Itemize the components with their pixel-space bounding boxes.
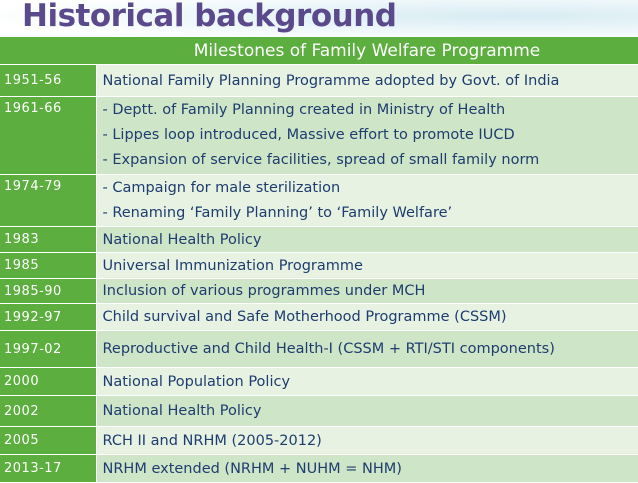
table-row <box>0 396 638 427</box>
slide-title: Historical background <box>22 0 396 34</box>
table-row <box>0 427 638 455</box>
milestone-cell: National Family Planning Programme adopted by Govt. of India <box>96 65 638 97</box>
year-cell: 1992-97 <box>0 304 96 331</box>
year-cell: 2005 <box>0 427 96 455</box>
milestone-cell: RCH II and NRHM (2005-2012) <box>96 427 638 455</box>
table-row <box>0 227 638 253</box>
milestone-cell: Child survival and Safe Motherhood Programme (CSSM) <box>96 304 638 331</box>
table-row <box>0 175 638 227</box>
year-cell: 1997-02 <box>0 331 96 368</box>
table-row <box>0 65 638 97</box>
table-row <box>0 455 638 483</box>
milestone-cell <box>96 97 638 175</box>
milestone-cell: NRHM extended (NRHM + NUHM = NHM) <box>96 455 638 483</box>
table-row <box>0 304 638 331</box>
year-cell: 1974-79 <box>0 175 96 227</box>
table-row <box>0 279 638 304</box>
milestone-cell: Reproductive and Child Health-I (CSSM + RTI/STI components) <box>96 331 638 368</box>
milestone-line: - Expansion of service facilities, spread of small family norm <box>103 148 638 173</box>
milestone-line: - Lippes loop introduced, Massive effort to promote IUCD <box>103 123 638 148</box>
year-cell: 1961-66 <box>0 97 96 175</box>
year-cell: 2013-17 <box>0 455 96 483</box>
milestone-cell: Universal Immunization Programme <box>96 253 638 279</box>
milestone-cell <box>96 175 638 227</box>
year-cell: 2000 <box>0 368 96 396</box>
year-cell: 2002 <box>0 396 96 427</box>
milestone-cell: National Health Policy <box>96 396 638 427</box>
header-blank-cell <box>0 37 96 65</box>
table-row <box>0 368 638 396</box>
table-row <box>0 253 638 279</box>
milestone-line: - Renaming ‘Family Planning’ to ‘Family Welfare’ <box>103 201 638 226</box>
year-cell: 1983 <box>0 227 96 253</box>
milestone-cell: Inclusion of various programmes under MCH <box>96 279 638 304</box>
milestone-line: - Campaign for male sterilization <box>103 176 638 201</box>
milestone-cell: National Health Policy <box>96 227 638 253</box>
milestone-cell: National Population Policy <box>96 368 638 396</box>
year-cell: 1985-90 <box>0 279 96 304</box>
table-row <box>0 331 638 368</box>
table-header: Milestones of Family Welfare Programme <box>96 37 638 65</box>
table-header-row <box>0 37 638 65</box>
year-cell: 1985 <box>0 253 96 279</box>
year-cell: 1951-56 <box>0 65 96 97</box>
table-row <box>0 97 638 175</box>
milestones-table <box>0 37 638 483</box>
milestone-line: - Deptt. of Family Planning created in Ministry of Health <box>103 98 638 123</box>
